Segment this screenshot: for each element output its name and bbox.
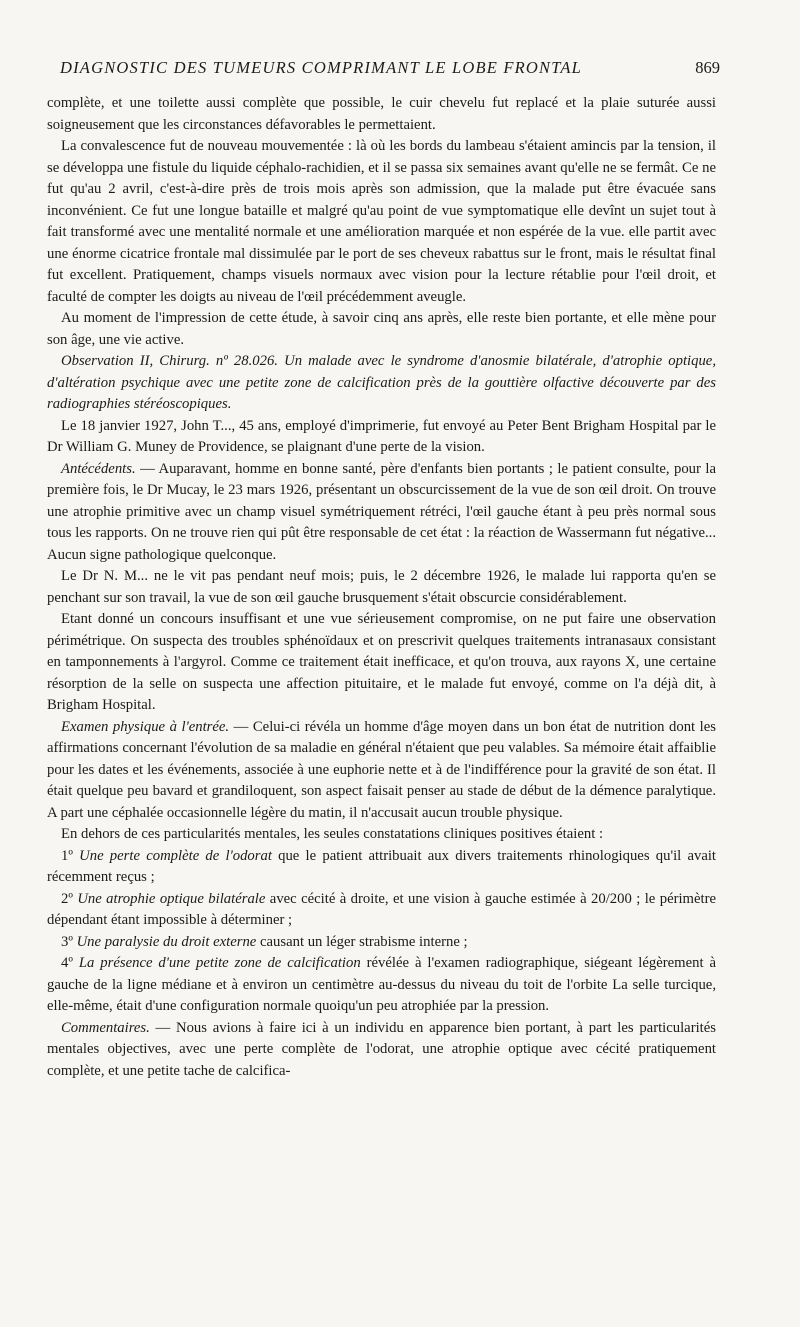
paragraph: La convalescence fut de nouveau mouvementée : là où les bords du lambeau s'étaient amincis par la tension, il se développa une fistule du liquide céphalo-rachidien, et il se passa six semaines avant qu'elle ne se fermât. Ce ne fut qu'au 2 avril, c'est-à-dire près de trois mois après son admission, que la malade put être évacuée sans inconvénient. Ce fut une longue bataille et malgré qu'au point de vue symptomatique elle devînt un sujet tout à fait transformé avec une mentalité normale et une amélioration marquée et non espérée de la vue. elle partit avec une énorme cicatrice frontale mal dissimulée par le port de ses cheveux rabattus sur le front, mais le résultat final fut excellent. Pratiquement, champs visuels normaux avec vision pour la lecture rétablie pour l'œil droit, et faculté de compter les doigts au niveau de l'œil précédemment aveugle. (47, 138, 716, 305)
finding-number: 1º (61, 847, 80, 864)
commentaires-label: Commentaires. (61, 1019, 150, 1036)
finding-text: causant un léger strabisme interne ; (256, 933, 468, 950)
findings-intro: En dehors de ces particularités mentales, les seules constatations cliniques positives étaient : (61, 826, 604, 842)
finding-item (47, 889, 716, 932)
finding-label: Une paralysie du droit externe (76, 933, 257, 950)
finding-item (47, 846, 716, 889)
finding-label: La présence d'une petite zone de calcification (78, 955, 361, 971)
antecedents-label: Antécédents. (61, 460, 136, 477)
antecedents-paragraph (47, 459, 716, 567)
finding-number: 3º (61, 933, 77, 950)
page-number: 869 (695, 58, 720, 77)
examen-text: — Celui-ci révéla un homme d'âge moyen dans un bon état de nutrition dont les affirmations concernant l'évolution de sa maladie en général n'étaient que peu valables. Sa mémoire était affaiblie pour les dates et les événements, associée à une euphorie nette et à de l'indifférence pour la gravité de son état. Il était quelque peu bavard et grandiloquent, son aspect faisait penser au stade de début de la démence paralytique. A part une céphalée occasionnelle légère du matin, il n'accusait aucun trouble physique. (47, 718, 716, 821)
case-intro: Le 18 janvier 1927, John T..., 45 ans, employé d'imprimerie, fut envoyé au Peter Bent Brigham Hospital par le Dr William G. Muney de Providence, se plaignant d'une perte de la vision. (47, 417, 716, 455)
observation-title: Un malade avec le syndrome d'anosmie bilatérale, d'atrophie optique, d'altération psychique avec une petite zone de calcification près de la gouttière olfactive découverte par des radiographies stéréoscopiques. (47, 353, 716, 412)
finding-item (47, 932, 716, 954)
running-title: DIAGNOSTIC DES TUMEURS COMPRIMANT LE LOBE FRONTAL (60, 58, 583, 77)
paragraph: Au moment de l'impression de cette étude, à savoir cinq ans après, elle reste bien portante, et elle mène pour son âge, une vie active. (47, 310, 716, 348)
finding-label: Une atrophie optique bilatérale (77, 890, 266, 907)
finding-number: 2º (61, 890, 78, 907)
finding-item (47, 953, 716, 1018)
finding-number: 4º (61, 955, 79, 971)
finding-label: Une perte complète de l'odorat (79, 847, 272, 864)
paragraph: Le Dr N. M... ne le vit pas pendant neuf mois; puis, le 2 décembre 1926, le malade lui rapporta qu'en se penchant sur son travail, la vue de son œil gauche brusquement s'était obscurcie considérablement. (47, 568, 716, 606)
finding-text: avec cécité à droite, et une vision à gauche estimée à 20/200 ; le périmètre dépendant étant impossible à déterminer ; (47, 890, 716, 928)
examen-paragraph (47, 717, 716, 825)
antecedents-text: — Auparavant, homme en bonne santé, père d'enfants bien portants ; le patient consulte, pour la première fois, le Dr Mucay, le 23 mars 1926, présentant un obscurcissement de la vue de son œil droit. On trouve une atrophie primitive avec un champ visuel symétriquement rétréci, l'œil gauche étant à peu près normal sous tous les rapports. On ne trouve rien qui pût être responsable de cet état : la réaction de Wassermann fut négative... Aucun signe pathologique quelconque. (47, 460, 716, 563)
commentaires-paragraph (47, 1018, 716, 1083)
finding-text: que le patient attribuait aux divers traitements rhinologiques qu'il avait récemment reçus ; (47, 847, 717, 885)
commentaires-text: — Nous avions à faire ici à un individu en apparence bien portant, à part les particularités mentales objectives, avec une perte complète de l'odorat, une atrophie optique avec cécité pratiquement complète, et une petite tache de calcifica- (47, 1019, 716, 1079)
paragraph: complète, et une toilette aussi complète que possible, le cuir chevelu fut replacé et la plaie suturée aussi soigneusement que les circonstances défavorables le permettaient. (47, 95, 716, 133)
examen-label: Examen physique à l'entrée. (61, 718, 230, 735)
paragraph: Etant donné un concours insuffisant et une vue sérieusement compromise, on ne put faire une observation périmétrique. On suspecta des troubles sphénoïdaux et on prescrivit quelques traitements intranasaux consistant en tamponnements à l'argyrol. Comme ce traitement était inefficace, et qu'on trouva, aux rayons X, une certaine résorption de la selle on suspecta une affection pituitaire, et le malade fut envoyé, comme on l'a déjà dit, à Brigham Hospital. (47, 611, 716, 713)
body-text (47, 93, 716, 1082)
observation-label: Observation II, Chirurg. nº 28.026. (61, 353, 278, 369)
running-header (60, 58, 720, 86)
finding-text: révélée à l'examen radiographique, siégeant légèrement à gauche de la ligne médiane et à environ un centimètre au-dessus du niveau du toit de l'orbite La selle turcique, elle-même, était d'une configuration normale quoiqu'un peu atrophiée par la pression. (47, 955, 716, 1014)
observation-heading (47, 351, 716, 416)
